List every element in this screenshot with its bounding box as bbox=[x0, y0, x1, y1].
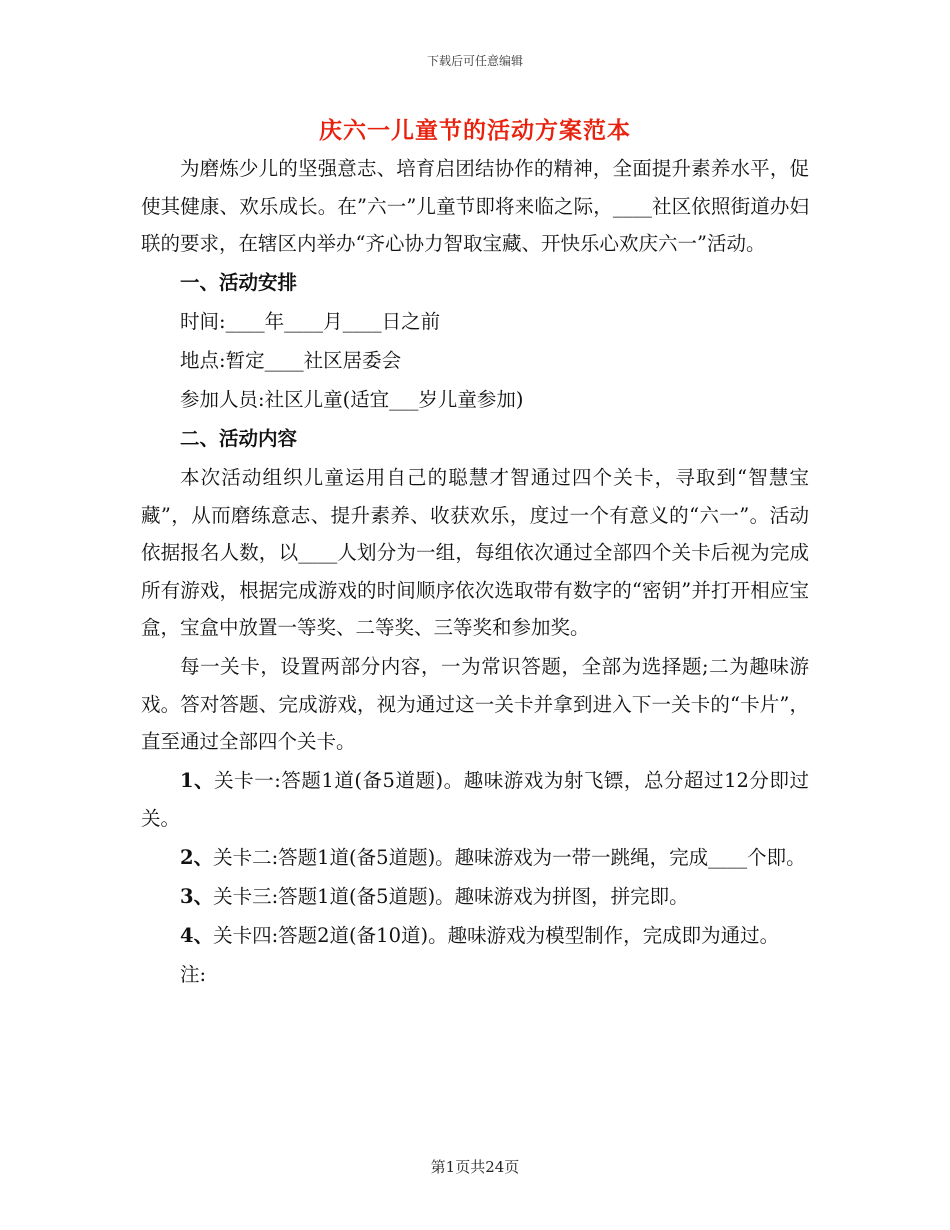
level-3-number: 3、 bbox=[180, 884, 214, 908]
document-title: 庆六一儿童节的活动方案范本 bbox=[319, 117, 631, 144]
level-1-item bbox=[141, 762, 809, 837]
intro-paragraph: 为磨炼少儿的坚强意志、培育启团结协作的精神，全面提升素养水平，促使其健康、欢乐成长。在”六一”儿童节即将来临之际，____社区依照街道办妇联的要求，在辖区内举办“齐心协力智取宝藏、开快乐心欢庆六一”活动。 bbox=[141, 157, 809, 255]
level-1-number: 1、 bbox=[180, 769, 215, 792]
section-heading-content: 二、活动内容 bbox=[180, 427, 298, 450]
content-paragraph-1: 本次活动组织儿童运用自己的聪慧才智通过四个关卡，寻取到“智慧宝藏”，从而磨练意志、提升素养、收获欢乐，度过一个有意义的“六一”。活动依据报名人数，以____人划分为一组，每组依次通过全部四个关卡后视为完成所有游戏，根据完成游戏的时间顺序依次选取带有数字的“密钥”并打开相应宝盒，宝盒中放置一等奖、二等奖、三等奖和参加奖。 bbox=[141, 466, 809, 639]
level-4-text: 关卡四:答题2道(备10道)。趣味游戏为模型制作，完成即为通过。 bbox=[213, 923, 780, 947]
participants-line: 参加人员:社区儿童(适宜___岁儿童参加) bbox=[180, 388, 524, 411]
level-3-text: 关卡三:答题1道(备5道题)。趣味游戏为拼图，拼完即。 bbox=[213, 884, 689, 908]
place-line: 地点:暂定____社区居委会 bbox=[180, 349, 402, 372]
level-1-text: 关卡一:答题1道(备5道题)。趣味游戏为射飞镖，总分超过12分即过关。 bbox=[141, 769, 809, 830]
time-line: 时间:____年____月____日之前 bbox=[180, 310, 441, 333]
header-note: 下载后可任意编辑 bbox=[426, 54, 523, 68]
level-2-text: 关卡二:答题1道(备5道题)。趣味游戏为一带一跳绳，完成____个即。 bbox=[213, 845, 806, 869]
document-body bbox=[141, 150, 809, 993]
level-4-item bbox=[141, 917, 809, 955]
content-paragraph-2: 每一关卡，设置两部分内容，一为常识答题，全部为选择题;二为趣味游戏。答对答题、完成游戏，视为通过这一关卡并拿到进入下一关卡的“卡片”，直至通过全部四个关卡。 bbox=[141, 655, 809, 753]
level-4-number: 4、 bbox=[180, 923, 214, 947]
level-2-number: 2、 bbox=[180, 845, 214, 869]
note-line: 注: bbox=[180, 962, 207, 986]
page-number-footer: 第1页共24页 bbox=[430, 1158, 520, 1176]
level-3-item bbox=[141, 878, 809, 916]
level-2-item bbox=[141, 839, 809, 877]
section-heading-arrangement: 一、活动安排 bbox=[180, 271, 298, 294]
